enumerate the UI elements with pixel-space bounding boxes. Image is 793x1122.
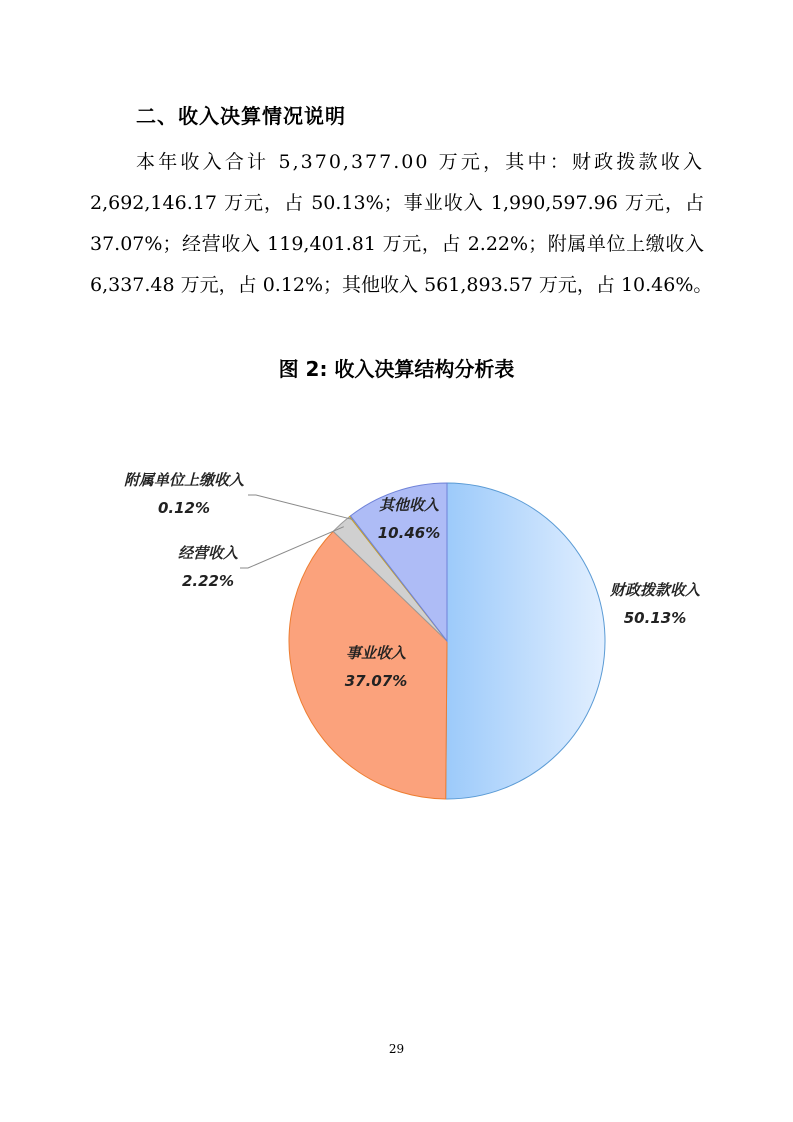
paragraph-line-2: 2,692,146.17 万元，占 50.13%；事业收入 1,990,597.96 万元，占 [90,192,704,214]
pie-slice-percent-2: 2.22% [181,572,235,590]
figure-title: 图 2: 收入决算结构分析表 [278,357,515,381]
pie-slice-name-3: 附属单位上缴收入 [123,471,245,489]
section-heading: 二、收入决算情况说明 [136,104,346,128]
pie-slice-name-4: 其他收入 [378,496,440,514]
pie-slice-name-1: 事业收入 [345,644,407,662]
pie-slice-percent-4: 10.46% [377,524,441,542]
paragraph-line-1: 本年收入合计 5,370,377.00 万元，其中：财政拨款收入 [136,151,704,173]
paragraph-line-4: 6,337.48 万元，占 0.12%；其他收入 561,893.57 万元，占 10.46%。 [90,274,713,296]
pie-leader-line-3 [248,495,352,519]
pie-slice-0 [446,483,605,799]
pie-slice-name-2: 经营收入 [177,544,239,562]
pie-slice-percent-0: 50.13% [623,609,687,627]
page-number: 29 [388,1042,405,1056]
pie-slice-percent-3: 0.12% [157,499,211,517]
pie-chart [0,440,793,840]
pie-slice-percent-1: 37.07% [344,672,408,690]
paragraph-line-3: 37.07%；经营收入 119,401.81 万元，占 2.22%；附属单位上缴收入 [90,233,704,255]
pie-slice-name-0: 财政拨款收入 [609,581,701,599]
